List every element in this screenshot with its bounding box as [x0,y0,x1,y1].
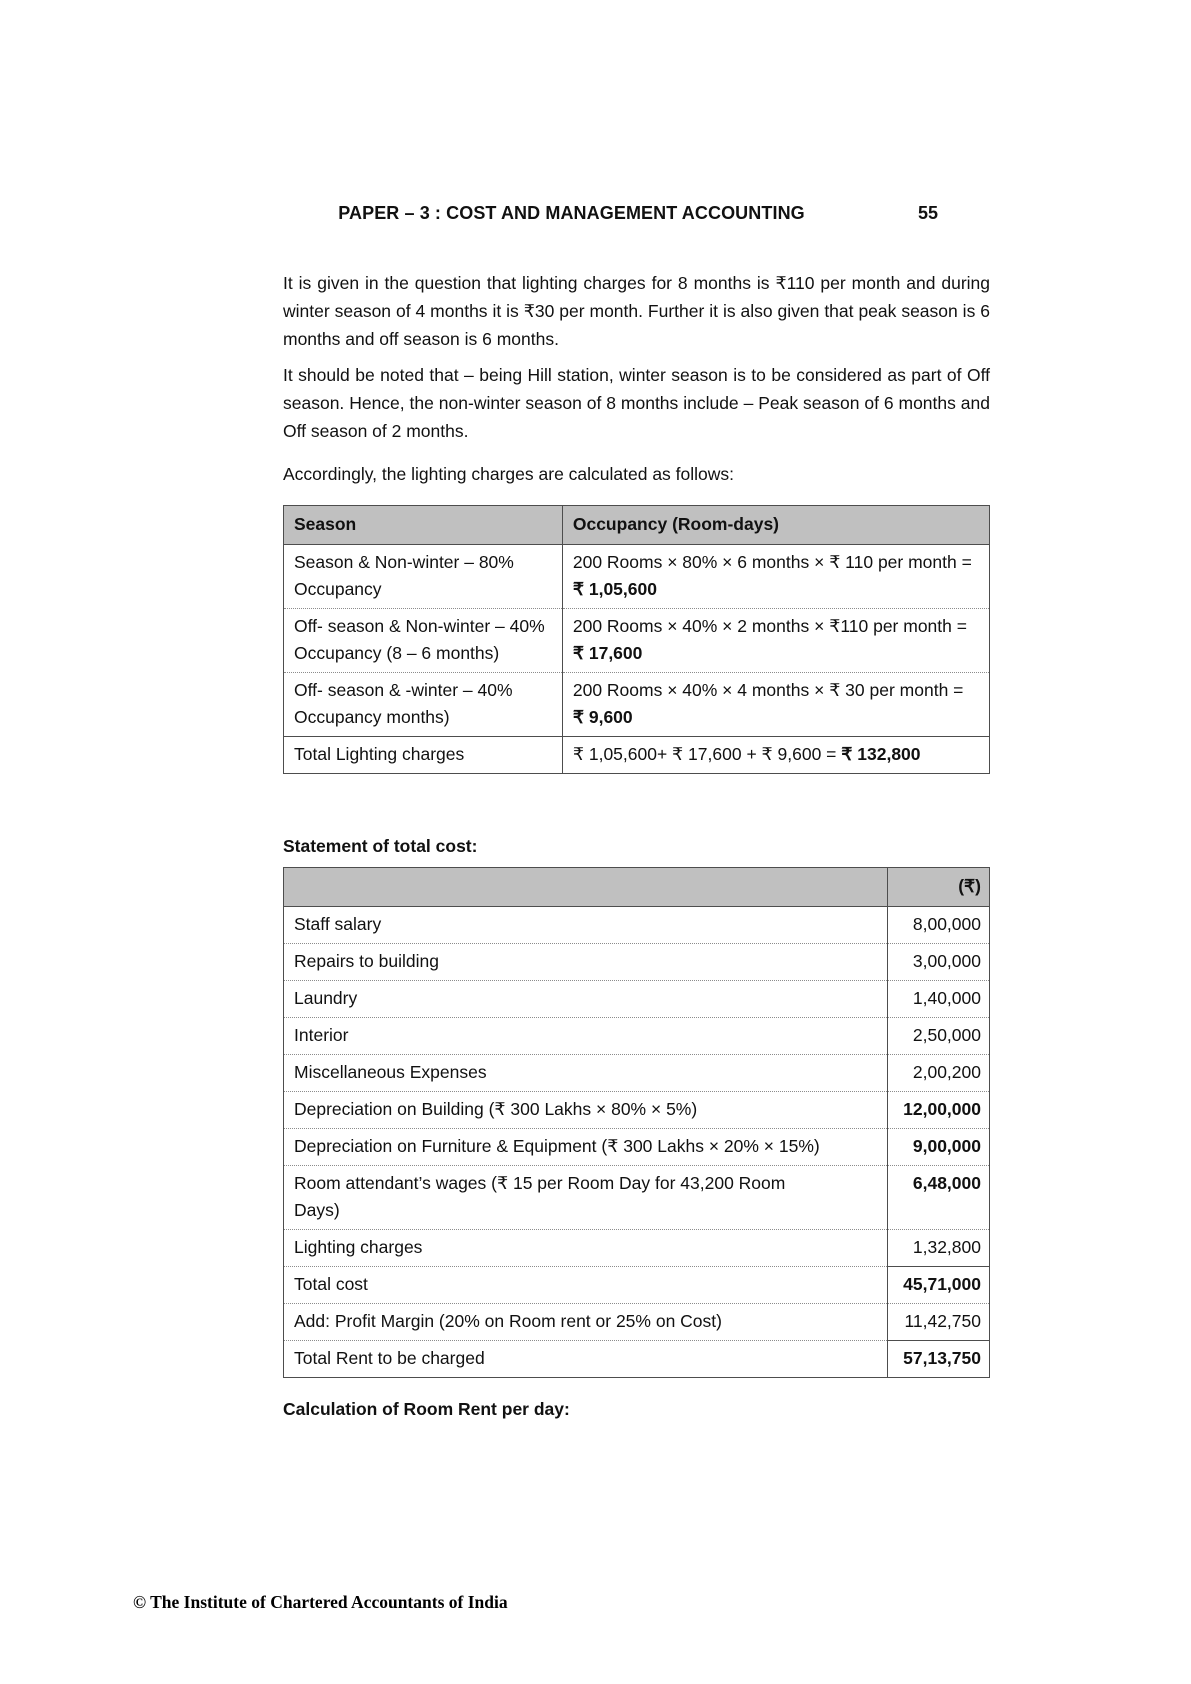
page-content [283,203,990,1420]
cost-amount: 1,32,800 [887,1230,989,1267]
table-header-row [284,868,990,907]
cost-amount: 12,00,000 [887,1092,989,1129]
cost-amount: 2,00,200 [887,1055,989,1092]
season-cell: Season & Non-winter – 80% Occupancy [284,545,563,609]
cost-amount: 1,40,000 [887,981,989,1018]
cost-label: Depreciation on Building (₹ 300 Lakhs × 80% × 5%) [284,1092,888,1129]
cost-label: Laundry [284,981,888,1018]
cost-label: Repairs to building [284,944,888,981]
table-row [284,981,990,1018]
cost-label [284,1166,888,1230]
cost-label: Lighting charges [284,1230,888,1267]
table-row [284,1018,990,1055]
cost-amount: 45,71,000 [887,1267,989,1304]
occupancy-cell [562,737,989,774]
table-row [284,1092,990,1129]
paragraph-lighting-given: It is given in the question that lighting charges for 8 months is ₹110 per month and during winter season of 4 months it is ₹30 per month. Further it is also given that peak season is 6 months and off season is 6 months. [283,273,990,349]
table-total-row [284,1341,990,1378]
cost-label: Interior [284,1018,888,1055]
column-header-season: Season [284,506,563,545]
table-row [284,1055,990,1092]
table-row [284,545,990,609]
table-total-row [284,1267,990,1304]
paragraph-hill-station-note: It should be noted that – being Hill station, winter season is to be considered as part of Off season. Hence, the non-winter season of 8 months include – Peak season of 6 months and Off season of 2 months. [283,365,990,441]
occupancy-amount: ₹ 132,800 [841,744,921,764]
occupancy-cell [562,673,989,737]
table-header-row [284,506,990,545]
occupancy-amount: ₹ 1,05,600 [572,579,657,599]
occupancy-amount: ₹ 9,600 [572,707,633,727]
cost-label-text: Room attendant’s wages (₹ 15 per Room Day for 43,200 Room Days) [294,1173,786,1220]
cost-amount: 8,00,000 [887,907,989,944]
paragraph-accordingly: Accordingly, the lighting charges are calculated as follows: [283,464,735,484]
statement-of-total-cost-heading: Statement of total cost: [283,836,478,856]
total-cost-table [283,867,990,1378]
column-header-rupee: (₹) [887,868,989,907]
cost-amount: 11,42,750 [887,1304,989,1341]
lighting-charges-table [283,505,990,774]
occupancy-formula: 200 Rooms × 40% × 4 months × ₹ 30 per month = [572,680,964,700]
column-header-empty [284,868,888,907]
cost-label: Add: Profit Margin (20% on Room rent or 25% on Cost) [284,1304,888,1341]
occupancy-formula: ₹ 1,05,600+ ₹ 17,600 + ₹ 9,600 = [572,744,842,764]
occupancy-formula: 200 Rooms × 80% × 6 months × ₹ 110 per month = [572,552,972,572]
occupancy-cell [562,609,989,673]
page-title: PAPER – 3 : COST AND MANAGEMENT ACCOUNTING [338,203,805,223]
table-row [284,673,990,737]
cost-amount: 57,13,750 [887,1341,989,1378]
cost-label: Total Rent to be charged [284,1341,888,1378]
cost-amount: 6,48,000 [887,1166,989,1230]
cost-label: Total cost [284,1267,888,1304]
table-row [284,1129,990,1166]
table-row [284,609,990,673]
cost-label: Staff salary [284,907,888,944]
copyright-footer: © The Institute of Chartered Accountants of India [133,1592,508,1612]
table-row [284,944,990,981]
calculation-room-rent-heading: Calculation of Room Rent per day: [283,1399,570,1419]
cost-amount: 3,00,000 [887,944,989,981]
page-number: 55 [917,203,938,223]
table-total-row [284,737,990,774]
cost-label: Depreciation on Furniture & Equipment (₹ 300 Lakhs × 20% × 15%) [284,1129,888,1166]
column-header-occupancy: Occupancy (Room-days) [562,506,989,545]
table-row [284,1166,990,1230]
cost-label: Miscellaneous Expenses [284,1055,888,1092]
season-cell: Total Lighting charges [284,737,563,774]
occupancy-amount: ₹ 17,600 [572,643,643,663]
occupancy-cell [562,545,989,609]
occupancy-formula: 200 Rooms × 40% × 2 months × ₹110 per month = [572,616,967,636]
table-row [284,907,990,944]
table-row [284,1304,990,1341]
season-cell: Off- season & -winter – 40% Occupancy months) [284,673,563,737]
table-row [284,1230,990,1267]
season-cell: Off- season & Non-winter – 40% Occupancy (8 – 6 months) [284,609,563,673]
cost-amount: 2,50,000 [887,1018,989,1055]
cost-amount: 9,00,000 [887,1129,989,1166]
page-header [283,203,990,227]
